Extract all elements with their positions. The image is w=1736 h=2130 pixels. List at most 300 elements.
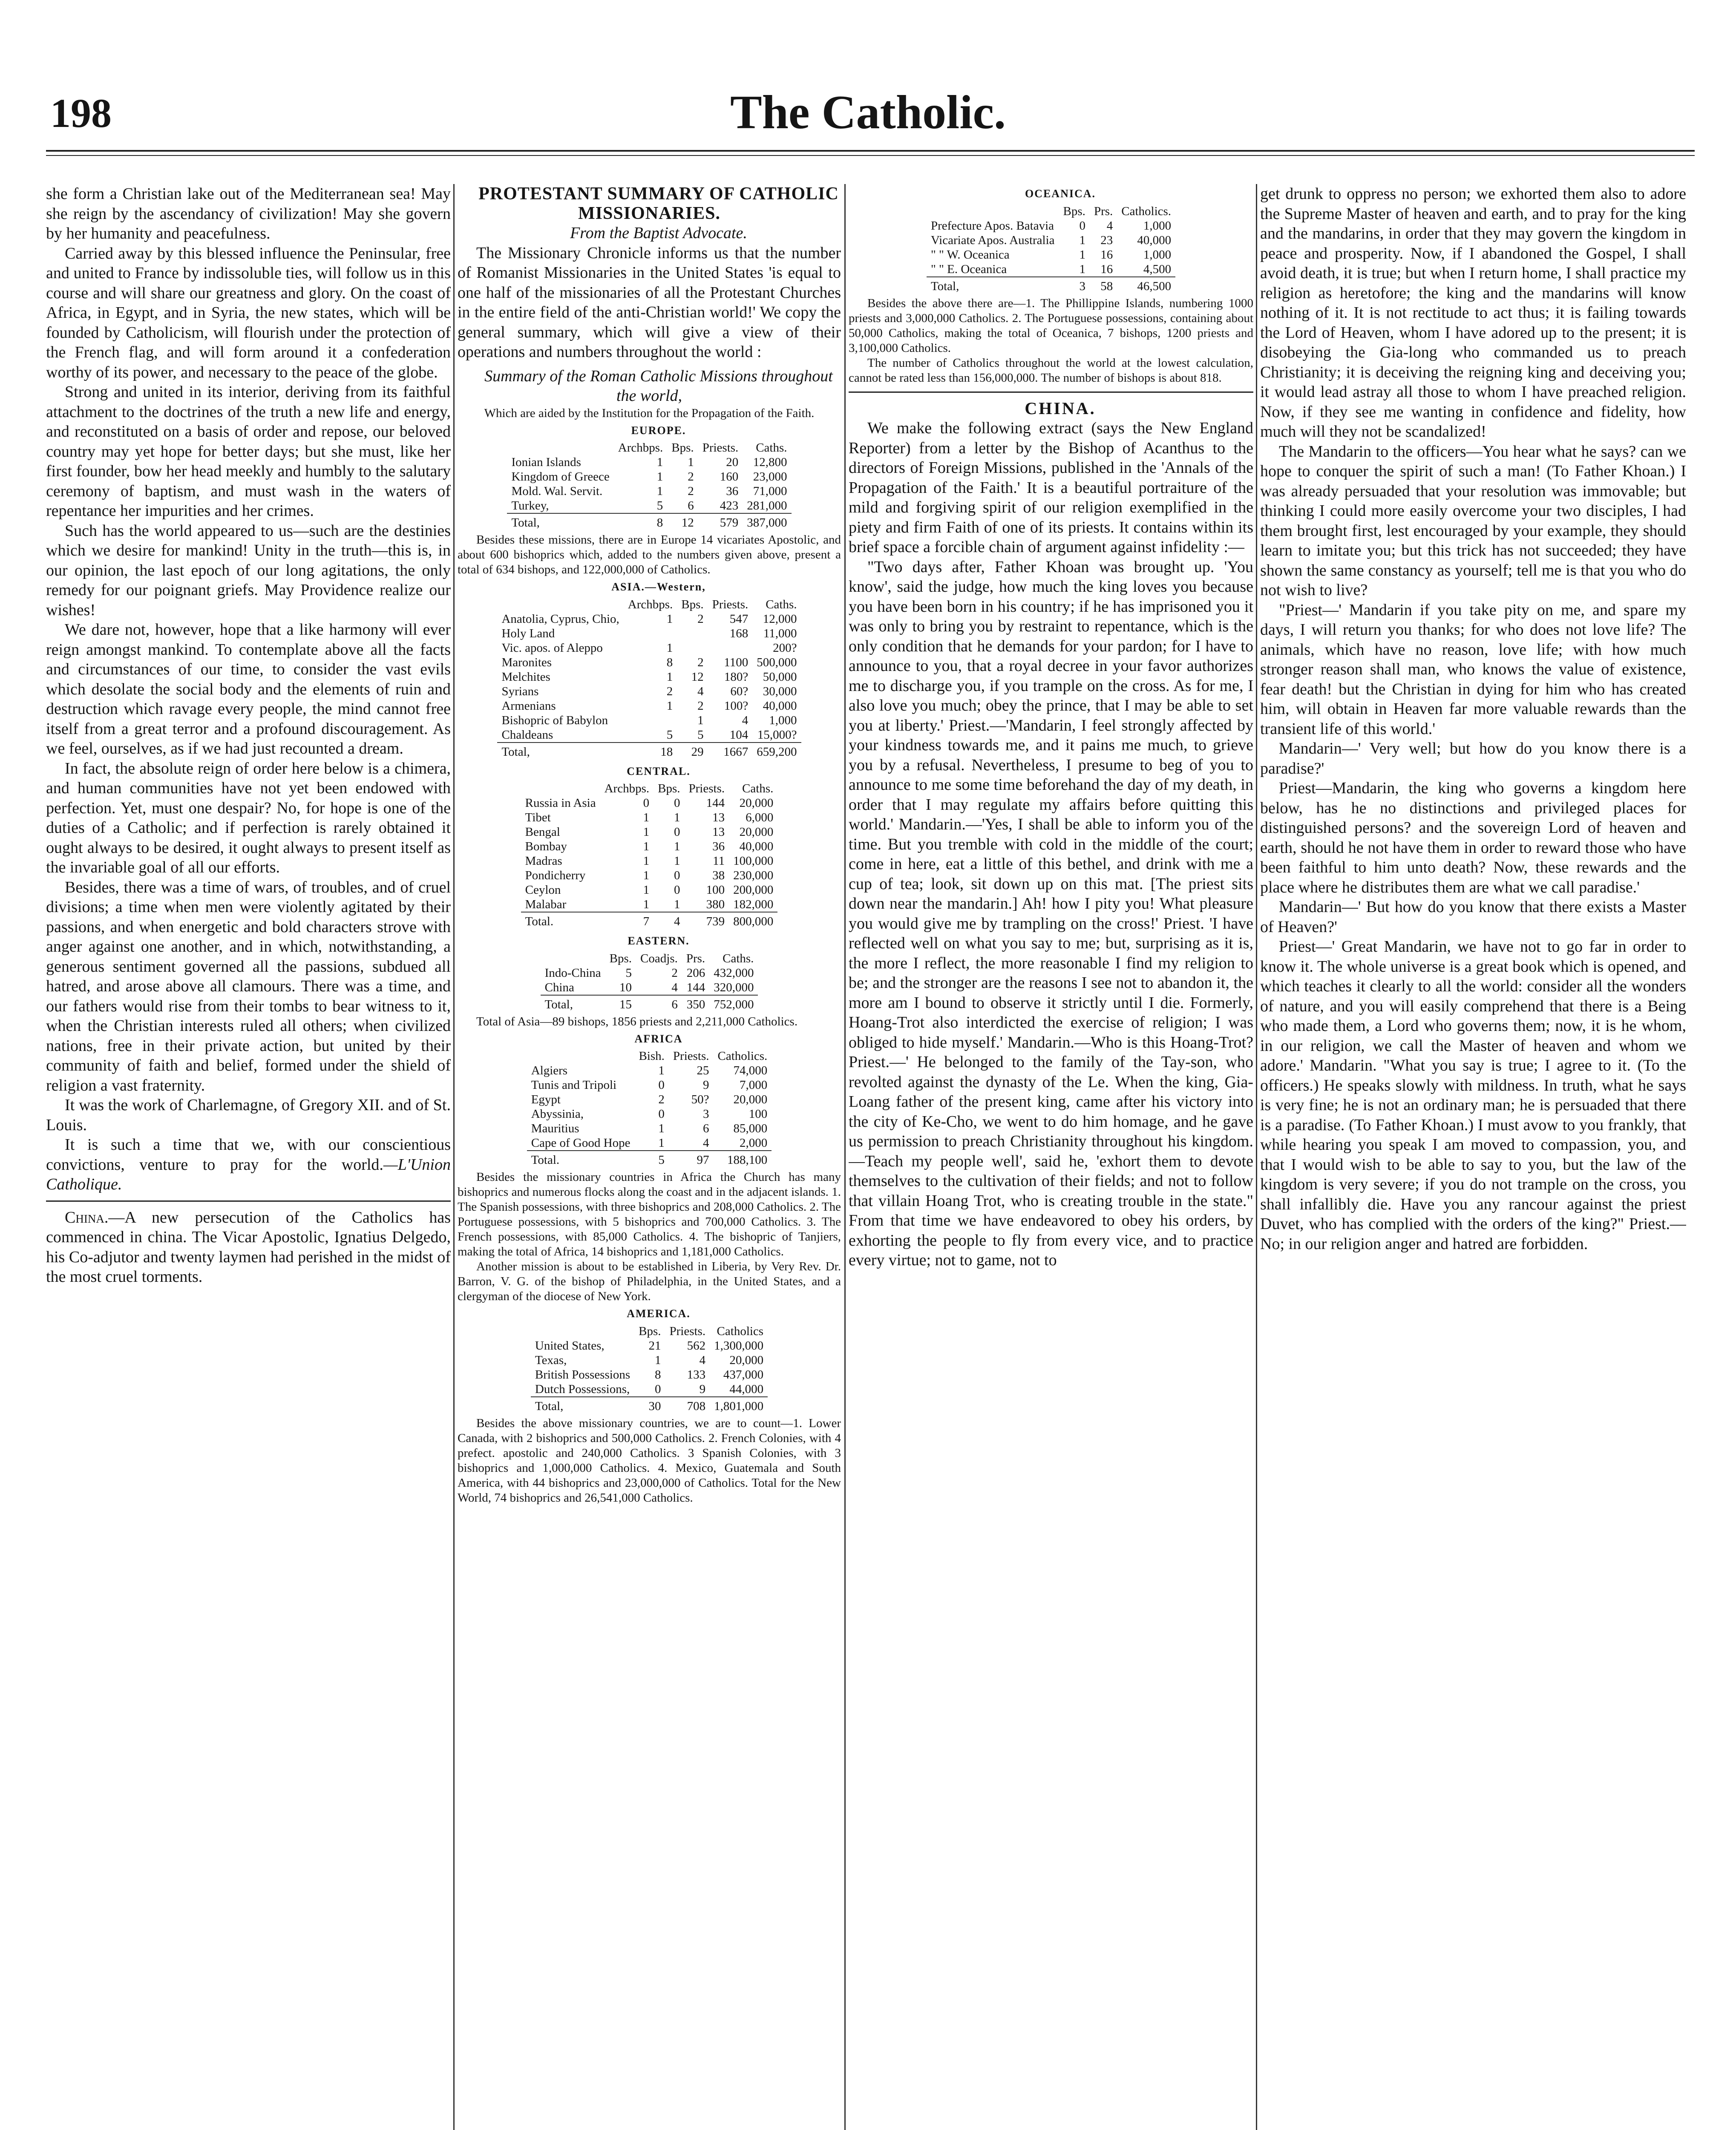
table-cell: 97	[669, 1151, 714, 1167]
table-row	[927, 248, 1175, 262]
table-cell: 1	[656, 470, 663, 484]
column-header: Priests.	[673, 1049, 709, 1063]
table-row	[527, 1078, 772, 1092]
column-header: Caths.	[766, 597, 797, 611]
china-note-text: —A new persecution of the Catholics has commenced in china. The Vicar Apostolic, Ignatius Delgedo, his Co-adjutor and twenty laymen had perished in the midst of the most cruel torments.	[46, 1208, 451, 1286]
table-cell: 25	[697, 1064, 709, 1077]
column-2	[458, 184, 841, 2130]
table-cell: 1	[666, 612, 673, 626]
column-header: Prs.	[686, 951, 705, 965]
table-cell	[708, 641, 753, 655]
table-cell: Syrians	[501, 684, 539, 698]
table-cell: 1	[655, 1353, 661, 1367]
table-cell: 200,000	[733, 883, 774, 897]
table-cell: 1	[656, 455, 663, 469]
table-cell: 4,500	[1143, 262, 1172, 276]
table-cell: 11,000	[763, 626, 797, 640]
table-cell: 1	[674, 811, 680, 824]
table-cell: 188,100	[714, 1151, 772, 1167]
table-cell: 133	[687, 1367, 706, 1382]
column-divider	[844, 184, 846, 2130]
table-heading-oceanica: OCEANICA.	[1025, 187, 1096, 200]
closing-text: It is such a time that we, with our conscientious convictions, venture to pray for the world.	[46, 1136, 451, 1174]
table-cell: 1100	[724, 655, 749, 669]
table-cell: 50,000	[763, 670, 797, 684]
table-row	[521, 839, 778, 854]
table-header-row	[527, 1049, 772, 1063]
column-divider	[1256, 184, 1257, 2130]
table-row	[497, 728, 801, 743]
table-cell: 800,000	[729, 912, 777, 929]
table-cell: 1	[643, 811, 650, 824]
column-header: Archbps.	[618, 441, 663, 455]
table-cell: 8	[666, 655, 673, 669]
summary-subtitle: Summary of the Roman Catholic Missions throughout the world,	[484, 367, 833, 405]
table-row	[527, 1136, 772, 1151]
table-cell: 5	[625, 966, 632, 980]
table-heading-asia-western: ASIA.—Western,	[611, 581, 706, 593]
column-header	[927, 204, 1059, 219]
table-cell: 50?	[691, 1093, 709, 1106]
table-cell: 23,000	[753, 470, 787, 484]
table-cell: 40,000	[763, 699, 797, 713]
table-cell: 1	[643, 854, 650, 868]
column-header: Priests.	[712, 597, 749, 611]
table-cell: 4	[699, 1353, 706, 1367]
table-cell: 4	[697, 684, 704, 698]
table-cell: Total.	[527, 1151, 635, 1167]
table-asia-western	[497, 597, 801, 759]
table-row	[527, 1092, 772, 1107]
table-total-row	[927, 277, 1175, 294]
table-row	[507, 455, 791, 469]
table-cell: Ceylon	[525, 883, 561, 897]
table-row	[521, 868, 778, 883]
table-cell: 1,300,000	[714, 1338, 764, 1353]
column-header: Bps.	[639, 1324, 661, 1338]
table-cell: Tunis and Tripoli	[531, 1078, 617, 1092]
table-cell: 206	[686, 966, 705, 980]
table-cell: 144	[686, 980, 705, 994]
table-cell: 5	[634, 1151, 668, 1167]
table-cell: 1	[643, 840, 650, 853]
table-row	[531, 1382, 768, 1397]
column-header: Coadjs.	[640, 951, 678, 965]
table-cell: 8	[614, 513, 668, 530]
table-cell: 739	[685, 912, 729, 929]
table-cell: 20,000	[739, 825, 774, 839]
table-cell: 15	[605, 995, 636, 1012]
table-total-row	[507, 513, 791, 530]
table-cell: 4	[654, 912, 684, 929]
table-heading-africa: AFRICA	[634, 1032, 683, 1045]
article-paragraph: Mandarin—' But how do you know that there exists a Master of Heaven?'	[1260, 898, 1686, 936]
table-cell: 5	[656, 499, 663, 512]
table-cell: 200?	[773, 641, 797, 655]
table-cell: 1,000	[769, 713, 797, 727]
table-cell: 1	[666, 699, 673, 713]
table-row	[531, 1338, 768, 1353]
table-cell: 579	[698, 513, 743, 530]
article-paragraph: she form a Christian lake out of the Mediterranean sea! May she reign by the ascendancy of civilization! May she govern by her humanity and peacefulness.	[46, 185, 451, 242]
table-note: Besides the missionary countries in Africa the Church has many bishoprics and numerous flocks along the coast and in the adjacent islands. 1. The Spanish possessions, with three bishoprics and 208,000 Catholics. 2. The Portuguese possessions, with 5 bishoprics and 700,000 Catholics. 3. The French possessions, with 85,000 Catholics. 4. The bishopric of Tanjiers, making the total of Africa, 14 bishoprics and 1,181,000 Catholics.	[458, 1170, 841, 1258]
table-cell	[624, 626, 677, 641]
table-cell: 85,000	[733, 1122, 768, 1135]
table-cell: 74,000	[733, 1064, 768, 1077]
article-paragraph: Mandarin—' Very well; but how do you know there is a paradise?'	[1260, 740, 1686, 777]
table-cell: 1	[658, 1122, 665, 1135]
table-cell: 0	[1079, 219, 1085, 233]
table-cell: 6	[688, 499, 694, 512]
table-cell: 423	[720, 499, 739, 512]
table-total-row	[527, 1151, 772, 1167]
table-cell: Total,	[507, 513, 613, 530]
table-cell: Mauritius	[531, 1122, 579, 1135]
table-cell: 7	[600, 912, 654, 929]
table-cell: 1,000	[1143, 248, 1172, 262]
table-heading-asia-central: CENTRAL.	[627, 765, 691, 777]
table-cell: 1	[666, 670, 673, 684]
table-row	[531, 1367, 768, 1382]
table-row	[497, 641, 801, 655]
table-asia-central	[521, 781, 778, 929]
table-cell: 16	[1100, 262, 1113, 276]
table-row	[497, 713, 801, 728]
table-cell: 160	[720, 470, 739, 484]
table-cell: Chaldeans	[501, 728, 553, 742]
table-cell: 2	[666, 684, 673, 698]
table-cell: 16	[1100, 248, 1113, 262]
table-total-row	[541, 995, 758, 1012]
table-cell: 60?	[730, 684, 749, 698]
table-cell: 23	[1100, 233, 1113, 247]
column-header: Bps.	[1063, 204, 1085, 218]
table-cell: 1	[697, 713, 704, 727]
table-cell: 15,000?	[757, 728, 797, 742]
table-row	[507, 484, 791, 498]
table-cell: Holy Land	[501, 626, 555, 640]
table-cell: Turkey,	[511, 499, 549, 512]
table-cell: Malabar	[525, 898, 567, 911]
column-header: Priests.	[702, 441, 739, 455]
column-header: Catholics	[717, 1324, 764, 1338]
table-cell: 387,000	[743, 513, 791, 530]
table-cell: Vic. apos. of Aleppo	[501, 641, 603, 655]
article-signature: —L'Union Catholique.	[46, 1155, 451, 1193]
column-header: Caths.	[756, 441, 787, 455]
table-cell: 12	[667, 513, 698, 530]
table-row	[527, 1107, 772, 1121]
table-cell: Total,	[497, 743, 623, 759]
column-divider	[453, 184, 455, 2130]
table-cell: 0	[674, 869, 680, 882]
column-header: Catholics.	[717, 1049, 768, 1063]
table-cell: 659,200	[752, 743, 801, 759]
table-row	[527, 1121, 772, 1136]
article-paragraph: Such has the world appeared to us—such are the destinies which we desire for mankind! Unity in the truth—this is, in our opinion, the last epoch of our long agitations, the only remedy for our poignant griefs. May Providence realize our wishes!	[46, 521, 451, 619]
table-cell: 1	[643, 869, 650, 882]
table-cell: 2	[688, 484, 694, 498]
article-paragraph: We dare not, however, hope that a like harmony will ever reign amongst mankind. To contemplate above all the facts and circumstances of our time, to consider the vast evils which desolate the social body and the elements of ruin and destruction which ravage every people, the mind cannot free itself from a great terror and a profound discouragement. As we feel, ourselves, as if we had just recounted a dream.	[46, 621, 451, 757]
column-header	[507, 440, 613, 455]
table-cell: 36	[726, 484, 739, 498]
table-row	[541, 980, 758, 995]
table-cell: 20	[726, 455, 739, 469]
table-cell: 1	[674, 898, 680, 911]
table-cell: China	[544, 980, 574, 994]
summary-intro: The Missionary Chronicle informs us that the number of Romanist Missionaries in the United States 'is equal to one half of the missionaries of all the Protestant Churches in the entire field of the anti-Christian world!' We copy the general summary, which will give a view of their operations and numbers throughout the world :	[458, 244, 841, 361]
table-cell: 46,500	[1117, 277, 1175, 294]
table-heading-america: AMERICA.	[627, 1307, 691, 1320]
column-header	[541, 951, 605, 966]
table-row	[927, 233, 1175, 248]
table-cell: 3	[1059, 277, 1090, 294]
table-cell	[624, 713, 677, 728]
table-cell: " " W. Oceanica	[930, 248, 1010, 262]
table-note: Besides these missions, there are in Europe 14 vicariates Apostolic, and about 600 bishoprics which, added to the numbers given above, present a total of 634 bishops, and 122,000,000 of Catholics.	[458, 533, 841, 576]
article-paragraph: "Priest—' Mandarin if you take pity on me, and spare my days, I will return you thanks; for who does not love life? The animals, which have no reason, love life; with how much stronger reason shall man, who knows the value of existence, fear death! but the Christian in dying for him who has created him, will obtain in Heaven far more valuable rewards than the transient life of this world.'	[1260, 601, 1686, 738]
article-paragraph: Strong and united in its interior, deriving from its faithful attachment to the doctrines of the truth a new life and energy, and reconstituted on a basis of order and repose, our beloved country may yet hope for better days; but she must, like her first founder, bow her head meekly and humbly to the salutary ceremony of baptism, and must wash in the waters of repentance her impurities and her crimes.	[46, 383, 451, 520]
column-header	[497, 597, 623, 612]
table-africa	[527, 1049, 772, 1167]
table-cell: Total,	[531, 1397, 634, 1413]
table-cell: Egypt	[531, 1093, 561, 1106]
table-cell: Maronites	[501, 655, 552, 669]
summary-aided-by: Which are aided by the Institution for the Propagation of the Faith.	[484, 406, 815, 420]
table-cell: 100,000	[733, 854, 774, 868]
column-header: Caths.	[723, 951, 754, 965]
table-cell: 9	[699, 1382, 706, 1396]
table-cell: 21	[648, 1338, 661, 1353]
table-cell: 100	[749, 1107, 768, 1121]
table-cell: 281,000	[747, 499, 787, 512]
table-cell: 1	[643, 825, 650, 839]
table-cell: 44,000	[729, 1382, 764, 1396]
table-cell: 0	[658, 1078, 665, 1092]
table-cell: Cape of Good Hope	[531, 1136, 630, 1150]
column-header	[527, 1049, 635, 1063]
table-cell: 500,000	[757, 655, 797, 669]
column-header: Bps.	[658, 782, 680, 795]
table-row	[521, 810, 778, 825]
table-cell: Texas,	[535, 1353, 567, 1367]
table-europe	[507, 440, 791, 530]
table-cell: 40,000	[739, 840, 774, 853]
table-cell: British Possessions	[535, 1367, 630, 1382]
column-header: Bps.	[681, 597, 704, 611]
article-paragraph: get drunk to oppress no person; we exhorted them also to adore the Supreme Master of heaven and earth, and to pray for the king and the mandarins, in order that they may govern the kingdom in peace and prosperity. Now, if I abandoned the Gospel, I shall avoid death, it is true; but when I return home, I shall practice my religion as heretofore; the king and the mandarins will know nothing of it. It is not rectitude to act thus; it is failing towards the Lord of Heaven, whom I have adored up to the present; it is disobeying the Gia-long who commanded us to preach Christianity; it is deceiving the reigning king and deceiving you; it would lead astray all those to whom I have preached religion. Now, if they see me wanting in confidence and fidelity, how much will they not be scandalized!	[1260, 185, 1686, 440]
table-cell: 3	[703, 1107, 709, 1121]
china-news-note	[46, 1208, 451, 1287]
table-cell: 1	[656, 484, 663, 498]
header-rule-thick	[46, 150, 1695, 152]
table-cell: 5	[697, 728, 704, 742]
table-cell: Melchites	[501, 670, 550, 684]
article-paragraph: It was the work of Charlemagne, of Gregory XII. and of St. Louis.	[46, 1096, 451, 1134]
table-row	[527, 1063, 772, 1078]
table-heading-europe: EUROPE.	[631, 424, 686, 437]
table-cell: Ionian Islands	[511, 455, 581, 469]
table-cell: 1	[1079, 248, 1085, 262]
table-row	[521, 897, 778, 912]
table-cell: 58	[1090, 277, 1117, 294]
table-cell: 562	[687, 1338, 706, 1353]
table-cell: 2	[697, 612, 704, 626]
table-cell: 38	[712, 869, 725, 882]
china-section-title: CHINA.	[1025, 398, 1096, 418]
table-total-row	[497, 743, 801, 759]
table-row	[927, 262, 1175, 277]
table-cell: 4	[703, 1136, 709, 1150]
table-cell: 1	[674, 840, 680, 853]
table-cell: 6	[636, 995, 682, 1012]
china-note-lead: China.	[65, 1208, 109, 1226]
table-cell: 36	[712, 840, 725, 853]
table-cell: 350	[682, 995, 709, 1012]
column-header	[521, 781, 600, 796]
column-header: Bish.	[639, 1049, 665, 1063]
column-4	[1260, 184, 1686, 2130]
table-cell: 13	[712, 825, 725, 839]
table-note: The number of Catholics throughout the world at the lowest calculation, cannot be rated less than 156,000,000. The number of bishops is about 818.	[849, 356, 1253, 385]
table-cell: Indo-China	[544, 966, 601, 980]
table-cell: 432,000	[714, 966, 754, 980]
table-cell: Russia in Asia	[525, 796, 596, 810]
table-row	[521, 883, 778, 897]
table-cell	[677, 626, 708, 641]
table-note: Besides the above there are—1. The Phillippine Islands, numbering 1000 priests and 3,000,000 Catholics. 2. The Portuguese possessions, containing about 50,000 Catholics, making the total of Oceanica, 7 bishops, 1200 priests and 3,100,000 Catholics.	[849, 296, 1253, 355]
table-cell: 29	[677, 743, 708, 759]
column-header: Catholics.	[1121, 204, 1172, 218]
table-cell: 0	[674, 825, 680, 839]
header-rule-thin	[46, 155, 1695, 156]
table-cell: 104	[729, 728, 749, 742]
table-header-row	[541, 951, 758, 966]
table-total-row	[531, 1397, 768, 1413]
column-header	[531, 1324, 634, 1338]
article-paragraph: Priest—' Great Mandarin, we have not to go far in order to know it. The whole universe is a great book which is opened, and which teaches it clearly to all the world: consider all the wonders of nature, and you will easily comprehend that there is a Being who made them, a Lord who governs them; now, it is he whom, in our religion, we call the Master of heaven and whom we adore.' Mandarin. "What you say is true; I agree to it. (To the officers.) He speaks slowly with mildness. In truth, what he says is very fine; he is not an ordinary man; he is persuaded that there is a paradise. (To Father Khoan.) I must avow to you frankly, that while hearing you speak I am moved to compassion, you, and that I would wish to be able to say to you, but the law of the kingdom is very severe; if you do not trample on the cross, you shall infallibly die. Have you any rancour against the priest Duvet, who has complied with the orders of the king?" Priest.—No; in our religion anger and hatred are forbidden.	[1260, 938, 1686, 1253]
table-cell: 752,000	[709, 995, 758, 1012]
table-cell: Algiers	[531, 1064, 568, 1077]
table-cell: Total.	[521, 912, 600, 929]
table-header-row	[927, 204, 1175, 219]
article-paragraph	[46, 1135, 451, 1195]
table-cell: 7,000	[740, 1078, 768, 1092]
article-paragraph: Priest—Mandarin, the king who governs a kingdom here below, has he no distinctions and privileged places for distinguished persons? and the sovereign Lord of heaven and earth, should he not have them in order to reward those who have been faithful to him unto death? Now, these rewards and the place where he distributes them are what we call paradise.'	[1260, 779, 1686, 896]
table-cell: Bombay	[525, 840, 567, 853]
table-cell: 708	[665, 1397, 710, 1413]
table-row	[521, 825, 778, 839]
table-row	[507, 469, 791, 484]
article-paragraph: Besides, there was a time of wars, of troubles, and of cruel divisions; a time when men were violently agitated by their passions, and when energetic and bold characters strove with anger against one another, and in which, notwithstanding, a generous sentiment governed all the passions, subdued all hatred, and arose above all clamours. There was a time, and our fathers would rise from their tombs to bear witness to it, when the Christian interests ruled all others; when civilized nations, free in their private action, but united by their community of faith and belief, formed under the shield of religion a vast fraternity.	[46, 878, 451, 1094]
table-cell: 30	[634, 1397, 665, 1413]
table-cell: 1	[658, 1136, 665, 1150]
table-row	[507, 498, 791, 513]
section-separator	[46, 1200, 451, 1202]
table-cell: Anatolia, Cyprus, Chio,	[501, 612, 619, 626]
table-note: Besides the above missionary countries, we are to count—1. Lower Canada, with 2 bishoprics and 500,000 Catholics. 2. French Colonies, with 4 prefect. apostolic and 240,000 Catholics. 3 Spanish Colonies, with 3 bishoprics and 1,000,000 Catholics. 4. Mexico, Guatemala and South America, with 44 bishoprics and 23,000,000 of Catholics. Total for the New World, 74 bishoprics and 26,541,000 Catholics.	[458, 1416, 841, 1505]
table-row	[521, 854, 778, 868]
table-header-row	[521, 781, 778, 796]
table-header-row	[507, 440, 791, 455]
table-cell: " " E. Oceanica	[930, 262, 1007, 276]
table-cell: Abyssinia,	[531, 1107, 584, 1121]
table-cell: 0	[655, 1382, 661, 1396]
table-cell: 12,800	[753, 455, 787, 469]
table-cell: 1	[1079, 262, 1085, 276]
article-paragraph: In fact, the absolute reign of order here below is a chimera, and human communities have not yet been endowed with perfection. Yet, must one despair? No, for hope is one of the duties of a Catholic; and if perfection is rarely obtained it ought always to be desired, it ought always to present itself as the invariable goal of all our efforts.	[46, 759, 451, 876]
table-cell: 380	[706, 898, 725, 911]
table-heading-asia-eastern: EASTERN.	[628, 935, 690, 947]
table-cell: Total,	[541, 995, 605, 1012]
table-cell: United States,	[535, 1338, 605, 1353]
table-cell: 2	[688, 470, 694, 484]
table-cell: 40,000	[1137, 233, 1172, 247]
table-asia-eastern	[541, 951, 758, 1012]
table-total-row	[521, 912, 778, 929]
table-row	[497, 612, 801, 626]
table-cell: 1	[643, 883, 650, 897]
column-header: Bps.	[671, 441, 694, 455]
article-paragraph: "Two days after, Father Khoan was brought up. 'You know', said the judge, how much the king loves you because you have been born in his country; if he has imprisoned you it was only to bring you by restraint to repentance, which is the only condition that he demands for your pardon; for I have to announce to you, that a royal decree in your favor authorizes me to discharge you, if you trample on the cross. As for me, I also love you much; obey the prince, that I may be able to set you at liberty.' Priest.—'Mandarin, I feel strongly affected by your kindness towards me, and it pains me much, to grieve you by a refusal. Nevertheless, I presume to beg of you to announce to me some time beforehand the day of my death, in order that I may regulate my affairs before quitting this world.' Mandarin.—'Yes, I shall be able to inform you of the time. But you tremble with cold in the middle of the court; come in here, eat a little of this bethel, and drink with me a cup of tea; look, sit down up on this mat. [The priest sits down near the mandarin.] Ah! how I pity you! What pleasure you would give me by trampling on the cross!' Priest. 'I have reflected well on what you say to me; but, surprising as it is, the more I reflect, the more reasonable I find my religion to be; and the stronger are the reasons I see not to abandon it, the more am I bound to observe it strictly until I die. Formerly, Hoang-Trot also interdicted the exercise of religion; I was obliged to hide myself.' Mandarin.—Who is this Hoang-Trot? Priest.—' He belonged to the family of the Tay-son, who revolted against the dynasty of the Le. When the king, Gia-Loang father of the present king, came after his victory into the city of Ke-Cho, we went to do him homage, and he gave us permission to preach Christianity throughout his kingdom.—Teach my people well', said he, 'exhort them to devote themselves to the cultivation of their fields; and not to follow that villain Hoang Trot, who is creating trouble in the state." From that time we have endeavored to obey his orders, by exhorting the people to fly from every vice, and to practice every virtue; not to game, not to	[849, 558, 1253, 1269]
table-cell: 1,000	[1143, 219, 1172, 233]
table-cell	[677, 641, 708, 655]
article-paragraph: Carried away by this blessed influence the Peninsular, free and united to France by indissoluble ties, will follow us in this course and will share our greatness and glory. On the coast of Africa, in Egypt, and in Syria, the new states, which will be founded by Catholicism, will flourish under the protection of the French flag, and will form around it a confederation worthy of its power, and necessary to the peace of the globe.	[46, 244, 451, 381]
table-row	[497, 626, 801, 641]
column-header: Prs.	[1094, 204, 1113, 218]
table-cell: 10	[619, 980, 632, 994]
table-cell: 182,000	[733, 898, 774, 911]
table-cell: 1	[688, 455, 694, 469]
table-cell: 18	[624, 743, 677, 759]
table-america	[531, 1324, 768, 1413]
column-header: Priests.	[669, 1324, 706, 1338]
table-cell: Mold. Wal. Servit.	[511, 484, 603, 498]
table-header-row	[497, 597, 801, 612]
column-header: Priests.	[688, 782, 725, 795]
table-row	[497, 670, 801, 684]
table-row	[497, 684, 801, 699]
table-cell: Tibet	[525, 811, 551, 824]
table-cell: 2	[697, 699, 704, 713]
table-cell: 1	[1079, 233, 1085, 247]
table-cell: 6,000	[746, 811, 774, 824]
section-separator	[849, 391, 1253, 393]
table-cell: 2	[697, 655, 704, 669]
table-cell: 4	[742, 713, 749, 727]
table-cell: Total,	[927, 277, 1059, 294]
table-cell: 100?	[724, 699, 749, 713]
table-cell: Bishopric of Babylon	[501, 713, 608, 727]
article-paragraph: We make the following extract (says the New England Reporter) from a letter by the Bishop of Acanthus to the directors of Foreign Missions, published in the 'Annals of the Propagation of the Faith.' It is a beautiful portraiture of the mild and forgiving spirit of our religion exemplified in the piety and firm Faith of one of its priests. It contains within its brief space a forcible chain of argument against infidelity :—	[849, 419, 1253, 556]
table-cell: 20,000	[729, 1353, 764, 1367]
table-cell: 100	[706, 883, 725, 897]
table-oceanica	[927, 204, 1175, 294]
table-cell: 20,000	[739, 796, 774, 810]
table-cell: 0	[674, 883, 680, 897]
table-cell: 1	[658, 1064, 665, 1077]
table-cell: 2,000	[740, 1136, 768, 1150]
table-cell: 4	[1106, 219, 1113, 233]
table-cell: 6	[703, 1122, 709, 1135]
table-cell: 12	[691, 670, 704, 684]
table-cell: 2	[658, 1093, 665, 1106]
article-paragraph: The Mandarin to the officers—You hear what he says? can we hope to conquer the spirit of such a man! (To Father Khoan.) I was already persuaded that your resolution was immovable; but thinking I could more easily overcome your two disciples, I had them brought first, lest encouraged by your example, they should learn to imitate you; but this trick has not succeeded; they have shown the same constancy as yourself; tell me is that you who do not wish to live?	[1260, 442, 1686, 599]
table-cell: 437,000	[723, 1367, 764, 1382]
table-cell: Kingdom of Greece	[511, 470, 610, 484]
table-cell: Armenians	[501, 699, 556, 713]
table-cell: 71,000	[753, 484, 787, 498]
